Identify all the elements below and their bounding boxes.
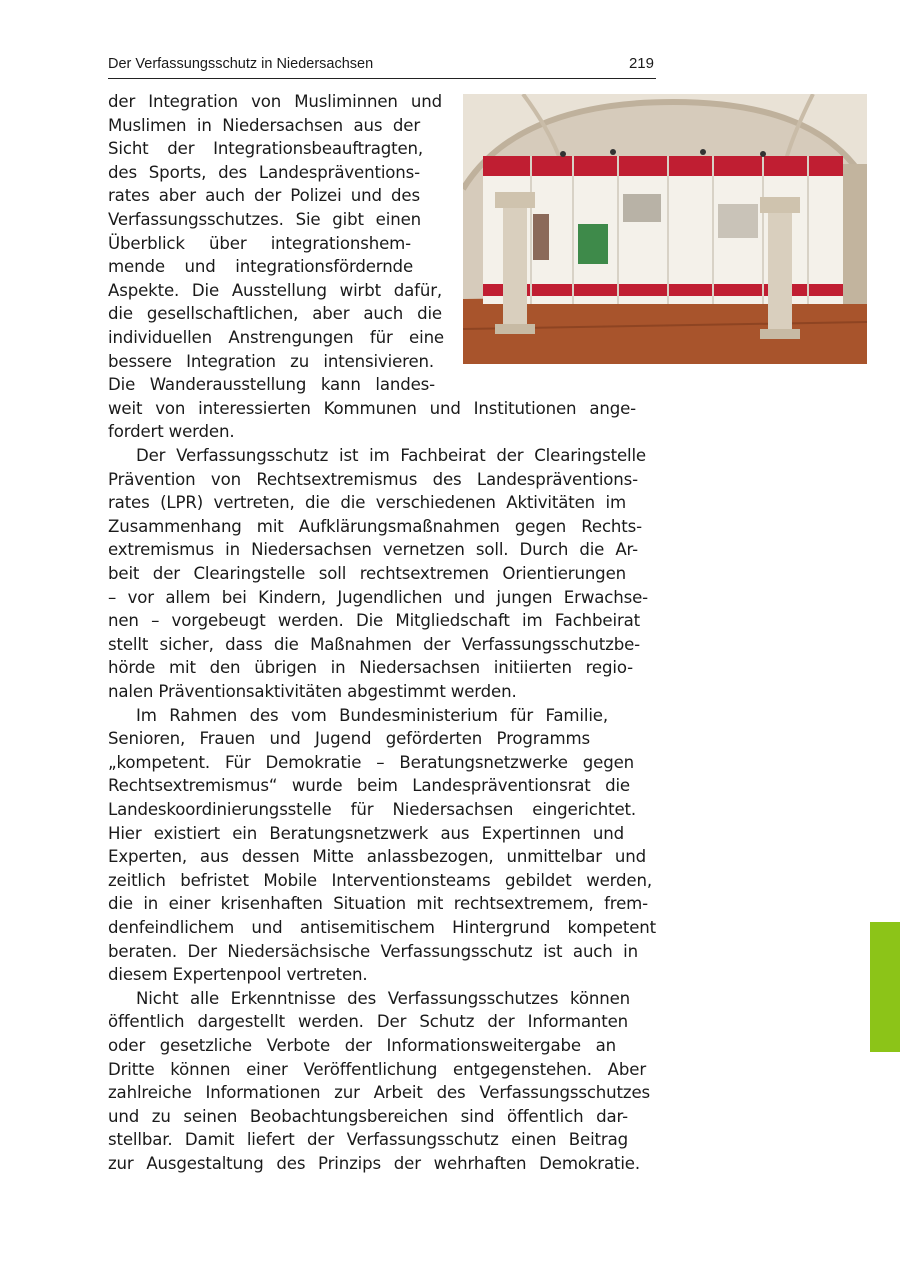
text-line: Zusammenhang mit Aufklärungsmaßnahmen gegen Rechts- bbox=[108, 516, 642, 536]
text-line: nen – vorgebeugt werden. Die Mitgliedschaft im Fachbeirat bbox=[108, 611, 640, 631]
text-line: Experten, aus dessen Mitte anlassbezogen, unmittelbar und bbox=[108, 847, 646, 867]
text-line: stellbar. Damit liefert der Verfassungsschutz einen Beitrag bbox=[108, 1130, 628, 1150]
text-line: Die Wanderausstellung kann landes- bbox=[108, 375, 435, 395]
text-line: Sicht der Integrationsbeauftragten, bbox=[108, 139, 423, 159]
text-line: Dritte können einer Veröffentlichung entgegenstehen. Aber bbox=[108, 1059, 646, 1079]
text-line: Rechtsextremismus“ wurde beim Landespräventionsrat die bbox=[108, 776, 630, 796]
text-line: des Sports, des Landespräventions- bbox=[108, 162, 420, 182]
text-line: Landeskoordinierungsstelle für Niedersachsen eingerichtet. bbox=[108, 800, 636, 819]
running-header-title: Der Verfassungsschutz in Niedersachsen bbox=[108, 56, 374, 72]
text-line: Muslimen in Niedersachsen aus der bbox=[108, 115, 420, 135]
text-line: rates (LPR) vertreten, die die verschiedenen Aktivitäten im bbox=[108, 493, 626, 513]
text-line: zahlreiche Informationen zur Arbeit des Verfassungsschutzes bbox=[108, 1083, 650, 1103]
text-line: weit von interessierten Kommunen und Institutionen ange- bbox=[108, 398, 636, 418]
text-line: Im Rahmen des vom Bundesministerium für Familie, bbox=[136, 705, 608, 725]
text-line: Prävention von Rechtsextremismus des Landespräventions- bbox=[108, 469, 638, 489]
text-line: die gesellschaftlichen, aber auch die bbox=[108, 304, 442, 324]
text-line: der Integration von Musliminnen und bbox=[108, 92, 442, 111]
text-line: oder gesetzliche Verbote der Informationsweitergabe an bbox=[108, 1036, 616, 1055]
text-line: hörde mit den übrigen in Niedersachsen initiierten regio- bbox=[108, 658, 633, 678]
text-line: Senioren, Frauen und Jugend geförderten Programms bbox=[108, 729, 590, 749]
text-line: zur Ausgestaltung des Prinzips der wehrhaften Demokratie. bbox=[108, 1154, 640, 1173]
text-line: nalen Präventionsaktivitäten abgestimmt werden. bbox=[108, 682, 517, 701]
text-line: beit der Clearingstelle soll rechtsextremen Orientierungen bbox=[108, 564, 626, 583]
text-line: fordert werden. bbox=[108, 422, 235, 442]
text-line: individuellen Anstrengungen für eine bbox=[108, 328, 444, 347]
page-number: 219 bbox=[628, 55, 654, 72]
text-line: stellt sicher, dass die Maßnahmen der Verfassungsschutzbe- bbox=[108, 634, 640, 654]
text-line: Hier existiert ein Beratungsnetzwerk aus Expertinnen und bbox=[108, 823, 624, 843]
text-line: und zu seinen Beobachtungsbereichen sind öffentlich dar- bbox=[108, 1106, 628, 1126]
text-line: Der Verfassungsschutz ist im Fachbeirat der Clearingstelle bbox=[136, 446, 646, 465]
text-line: zeitlich befristet Mobile Interventionsteams gebildet werden, bbox=[108, 870, 652, 890]
exhibition-photo-illustration bbox=[463, 94, 867, 364]
text-line: – vor allem bei Kindern, Jugendlichen und jungen Erwachse- bbox=[108, 587, 648, 607]
text-line: rates aber auch der Polizei und des bbox=[108, 186, 420, 206]
exhibition-photo bbox=[463, 94, 867, 364]
text-line: mende und integrationsfördernde bbox=[108, 257, 413, 277]
text-line: denfeindlichem und antisemitischem Hintergrund kompetent bbox=[108, 918, 656, 937]
text-line: diesem Expertenpool vertreten. bbox=[108, 965, 368, 985]
text-line: Nicht alle Erkenntnisse des Verfassungsschutzes können bbox=[136, 988, 630, 1008]
text-line: Überblick über integrationshem- bbox=[108, 233, 411, 253]
chapter-tab-marker bbox=[870, 922, 900, 1052]
text-line: bessere Integration zu intensivieren. bbox=[108, 351, 434, 371]
text-line: beraten. Der Niedersächsische Verfassungsschutz ist auch in bbox=[108, 941, 638, 961]
text-line: die in einer krisenhaften Situation mit rechtsextremem, frem- bbox=[108, 894, 648, 914]
text-line: Verfassungsschutzes. Sie gibt einen bbox=[108, 210, 421, 229]
text-line: Aspekte. Die Ausstellung wirbt dafür, bbox=[108, 280, 442, 300]
text-line: öffentlich dargestellt werden. Der Schutz der Informanten bbox=[108, 1012, 628, 1032]
text-line: „kompetent. Für Demokratie – Beratungsnetzwerke gegen bbox=[108, 752, 634, 772]
text-line: extremismus in Niedersachsen vernetzen soll. Durch die Ar- bbox=[108, 540, 638, 560]
running-header bbox=[108, 54, 656, 79]
